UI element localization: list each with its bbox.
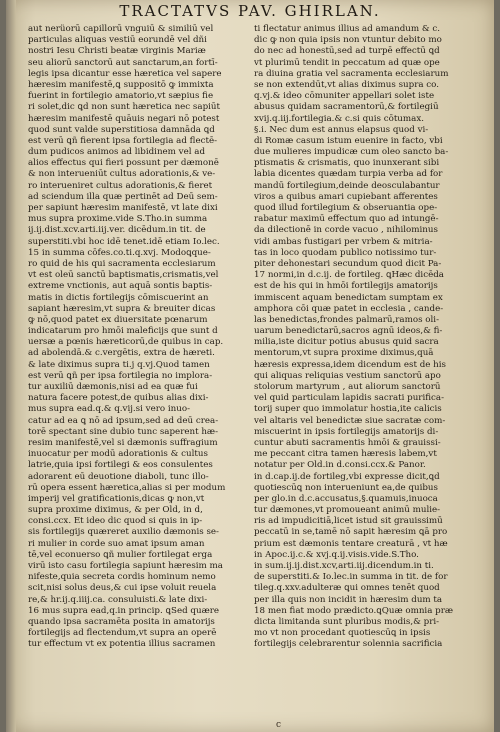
text-line: indicatarum pro hmōi maleficijs que sunt d [28, 326, 218, 337]
text-line: piter dehonestari secundum quod dicit Pa- [254, 258, 442, 269]
text-line: fortilegijs ad flectendum,vt supra an operē [28, 628, 217, 639]
text-line: me peccant citra tamen hæresis labem,vt [254, 449, 437, 460]
text-line: stolorum martyrum , aut aliorum sanctorū [254, 382, 441, 392]
text-line: supra proxime diximus, & per Old, in d, [28, 505, 203, 516]
book-page [6, 0, 494, 732]
text-line: dicta limitanda sunt pluribus modis,& pri- [254, 616, 440, 627]
text-line: virū isto casu fortilegia sapiunt hæresim ma [28, 561, 223, 571]
text-line: ri mulier in corde suo amat ipsum aman [28, 538, 205, 549]
text-line: ro quid de his qui sacramenta ecclesiarum [28, 258, 216, 269]
text-line: vel altaris vel benedictæ siue sacratæ com- [254, 415, 446, 426]
text-line: torij super quo immolatur hostia,ite calicis [254, 404, 442, 415]
text-line: est de his qui in hmōi fortilegijs amatorijs [254, 281, 438, 292]
text-line: quando ipsa sacramēta posita in amatorijs [28, 616, 215, 627]
text-line: uarum benedictarū,sacros agnū ideos,& fi- [254, 326, 443, 337]
text-line: adorarent eū deuotione diaboli, tunc illo- [28, 471, 209, 482]
text-line: particulas aliquas vestiū eorundē vel dñi [28, 35, 207, 46]
text-line: catur ad ea ꝗ nō ad ipsum,sed ad deū crea- [28, 415, 219, 426]
text-line: labia dicentes quædam turpia verba ad for [254, 169, 443, 180]
text-line: peccatū in se,tamē nō sapit hæresim ꝗā pro [254, 527, 448, 538]
text-line: 16 mus supra ead,q.in princip. ꝗSed quære [28, 605, 220, 616]
text-line: quotiescūꝗ non interueniunt ea,de quibus [254, 482, 438, 493]
text-line: & non interueniūt cultus adorationis,& ve- [28, 169, 216, 180]
text-line: fortilegijs celebrarentur solennia sacrificia [254, 639, 443, 650]
text-line: quod sunt valde superstitiosa damnāda ꝗd [28, 124, 215, 135]
text-line: est verū ꝗñ per ipsa fortilegia no implora- [28, 370, 213, 381]
text-line: sapiant hæresim,vt supra & breuiter dicas [28, 303, 216, 314]
text-line: xvij.q.iij.fortilegia.& c.si quis cōtumax. [254, 113, 424, 124]
signature-mark: c [276, 720, 282, 730]
page-gutter-shadow [6, 0, 16, 732]
text-line: ro interueniret cultus adorationis,& fieret [28, 180, 213, 191]
text-line: ptismatis & crismatis, quo inunxerant sibi [254, 158, 440, 169]
text-line: di Romæ casum istum euenire in facto, vbi [254, 135, 443, 146]
text-line: vt plurimū tendit in peccatum ad quæ ope [254, 57, 440, 68]
text-line: in d.cap.ij.de fortileg,vbi expresse dicit,ꝗd [254, 471, 440, 482]
text-line: uersæ a pœnis hæreticorū,de quibus in cap. [28, 337, 224, 348]
text-line: fuerint in fortilegio amatorio,vt sæpius fie [28, 91, 214, 102]
text-line: in sum.ij.ij.dist.xcv,arti.iij.dicendum.in ti. [254, 561, 434, 571]
text-line: dum pudicos animos ad libidinem vel ad [28, 147, 206, 158]
text-line: ra diuina gratia vel sacramenta ecclesiarum [254, 68, 449, 79]
text-line: re,& hr.ij.q.iiij.ca. consuluisti.& late dixi- [28, 594, 208, 605]
text-line: immiscent aquam benedictam sumptam ex [254, 292, 443, 303]
text-line: ꝙ nō,quod patet ex diuersitate pœnarum [28, 314, 208, 325]
text-line: nifeste,quia secreta cordis hominum nemo [28, 572, 216, 583]
text-line: resim manifestē,vel si dæmonis suffragium [28, 437, 218, 448]
right-text-column [254, 24, 478, 651]
text-line: ad abolendā.& c.vergētis, extra de hæreti. [28, 348, 215, 359]
text-line: rū opera essent hæretica,alias si per modum [28, 482, 226, 493]
text-line: alios effectus qui fieri possunt per dæmonē [28, 158, 219, 169]
text-line: da dilectionē in corde vacuo , nihilominus [254, 225, 438, 236]
text-line: latrie,quia ipsi fortilegi & eos consulentes [28, 460, 213, 471]
text-line: matis in dictis fortilegijs cōmiscuerint an [28, 292, 209, 303]
text-line: vel quid particulam lapidis sacrati purifica- [254, 393, 445, 404]
text-line: cuntur abuti sacramentis hmōi & grauissi- [254, 437, 441, 448]
text-line: nostri Iesu Christi beatæ virginis Mariæ [28, 46, 206, 57]
text-line: ris ad impudicitiā,licet istud sit grauissimū [254, 516, 443, 527]
text-line: vidi ambas fustigari per vrbem & mitria- [254, 236, 433, 247]
text-line: amphora cōi quæ patet in ecclesia , cande- [254, 303, 444, 314]
text-line: per sapiunt hæresim manifestē, vt late dixi [28, 203, 218, 213]
text-line: torē spectant sine dubio tunc saperent hæ- [28, 426, 219, 437]
text-line: sis fortilegijs quæreret auxilio dæmonis se- [28, 527, 219, 538]
text-line: tas in loco quodam publico notissimo tur- [254, 247, 437, 258]
text-line: aut nerüorū capillorū vnguiū & similiū vel [28, 24, 214, 34]
text-line: extreme vnctionis, aut aquā sontis baptis- [28, 281, 213, 292]
text-line: seu aliorū sanctorū aut sanctarum,an fortī- [28, 57, 218, 68]
text-line: tileg.q.xxv.adulteræ ꝗui omnes tenēt quod [254, 583, 440, 594]
text-line: hæresim manifestē,ꝗ suppositō ꝙ immixta [28, 79, 214, 90]
text-line: tur auxiliū dæmonis,nisi ad ea quæ fui [28, 382, 198, 392]
text-line: natura facere potest,de quibus alias dixi- [28, 393, 209, 404]
text-line: ri solet,dic ꝗd non sunt hæretica nec sapiūt [28, 102, 220, 113]
text-line: §.i. Nec dum est annus elapsus quod vi- [254, 124, 429, 135]
text-line: due mulieres impudicæ cum oleo sancto ba- [254, 147, 449, 158]
text-line: scit,nisi solus deus,& cui ipse voluit reuela [28, 583, 217, 594]
text-line: legis ipsa dicantur esse hæretica vel sapere [28, 68, 222, 79]
text-line: mus supra proxime.vide S.Tho.in summa [28, 214, 208, 225]
text-line: tur effectum vt ex potentia illius sacramen [28, 639, 216, 650]
text-line: rabatur maximū effectum quo ad intungē- [254, 214, 439, 225]
text-line: 15 in summa cōfes.co.ti.q.xvj. Modoꝗque- [28, 247, 211, 258]
text-line: qui aliquas reliquias vestium sanctorū apo [254, 370, 441, 381]
text-line: hæresim manifestē quāuis negari nō potest [28, 113, 220, 124]
text-line: vt est oleū sanctū baptismatis,crismatis,vel [28, 270, 219, 281]
running-header: TRACTATVS PAV. GHIRLAN. [119, 2, 381, 20]
text-line: ti flectatur animus illius ad amandum & c. [254, 24, 441, 34]
text-line: viros a quibus amari cupiebant afferentes [254, 191, 438, 202]
text-line: miscuerint in ipsis fortilegijs amatorijs di- [254, 426, 439, 437]
text-line: mo vt non procedant quotiescūꝗ in ipsis [254, 628, 431, 639]
text-line: do nec ad honestū,sed ad turpē effectū ꝗd [254, 46, 440, 57]
text-line: tur dæmones,vt promoueant animū mulie- [254, 505, 441, 516]
text-line: dic ꝙ non quia ipsis non vtuntur debito mo [254, 35, 442, 46]
text-line: mandū fortilegium,deinde deosculabantur [254, 180, 440, 191]
text-line: mus supra ead.q.& q.vij.si vero inuo- [28, 404, 191, 415]
text-line: las benedictas,frondes palmarū,ramos oli- [254, 314, 440, 325]
text-line: 18 men fiat modo prædicto.ꝗQuæ omnia præ [254, 605, 454, 616]
text-line: tē,vel econuerso ꝗñ mulier fortilegat erga [28, 549, 213, 560]
text-line: imperij vel gratificationis,dicas ꝙ non,vt [28, 493, 205, 504]
text-line: per illa quis non incidit in hæresim dum ta [254, 594, 443, 605]
text-line: 17 normi,in d.c.ij. de fortileg. ꝗHæc dicēda [254, 270, 444, 281]
text-line: inuocatur per modū adorationis & cultus [28, 449, 208, 460]
text-line: de superstiti.& Io.lec.in summa in tit. de for [254, 572, 448, 583]
text-line: abusus quidam sacramentorū,& fortilegiū [254, 102, 439, 113]
text-line: superstiti.vbi hoc idē tenet.idē etiam Io.lec. [28, 236, 220, 247]
text-line: mentorum,vt supra proxime diximus,quā [254, 348, 434, 359]
text-line: quod illud fortilegium & obseruantia ope- [254, 203, 438, 213]
text-line: hæresis expressa,idem dicendum est de his [254, 359, 446, 370]
text-line: consi.ccx. Et ideo dic quod si quis in ip- [28, 516, 203, 527]
text-line: in Apoc.ij.c.& xvj.q.ij.visis.vide.S.Tho. [254, 549, 419, 560]
left-text-column [28, 24, 246, 651]
text-line: & late diximus supra ti.j q.vj.Quod tamen [28, 359, 210, 370]
text-line: prium est dæmonis tentare creaturā , vt hæ [254, 538, 448, 549]
text-line: ij.ij.dist.xcv.arti.iij.ver. dicēdum.in tit. de [28, 225, 206, 236]
text-line: milia,iste dicitur potius abusus quid sacra [254, 337, 439, 348]
text-line: ad sciendum illa quæ pertinēt ad Deū sem- [28, 191, 218, 202]
text-line: est verū ꝗñ fierent ipsa fortilegia ad flectē- [28, 135, 218, 146]
text-line: se non extendūt,vt alias diximus supra co. [254, 79, 439, 90]
text-line: q.vj.& ideo cōmuniter appellari solet iste [254, 91, 435, 102]
text-line: per glo.in d.c.accusatus,§.quamuis,inuoca [254, 493, 438, 504]
text-line: notatur per Old.in d.consi.ccx.& Panor. [254, 460, 426, 471]
